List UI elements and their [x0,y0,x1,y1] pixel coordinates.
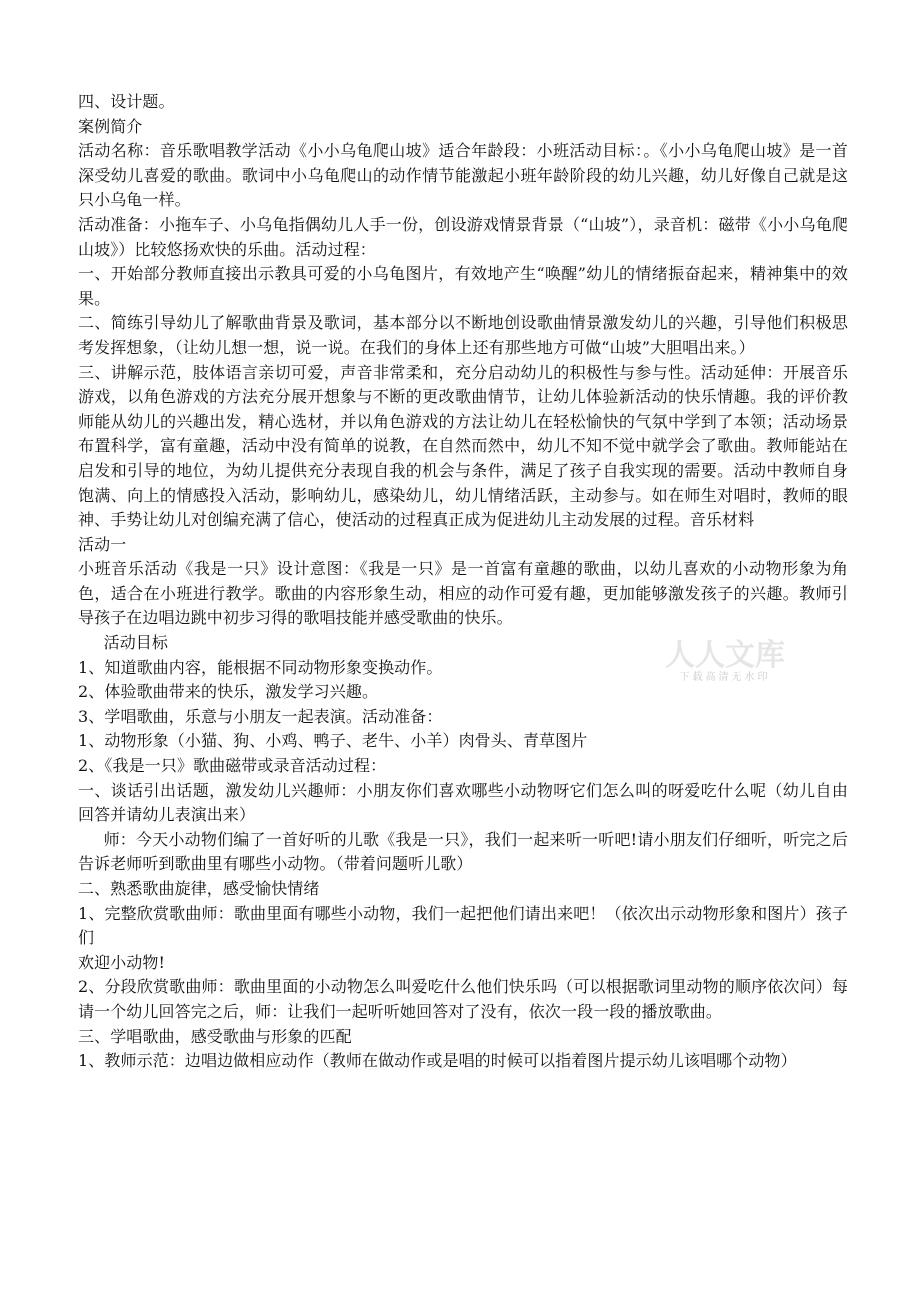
subheading: 活动一 [78,534,127,554]
document-body [78,90,848,1074]
subheading: 三、学唱歌曲，感受歌曲与形象的匹配 [78,1026,352,1046]
paragraph: 二、简练引导幼儿了解歌曲背景及歌词，基本部分以不断地创设歌曲情景激发幼儿的兴趣，引导他们积极思考发挥想象，（让幼儿想一想，说一说。在我们的身体上还有那些地方可做“山坡”大胆唱出来。） [78,313,848,357]
paragraph: 欢迎小动物! [78,952,166,972]
list-item: 1、知道歌曲内容，能根据不同动物形象变换动作。 [78,657,443,677]
list-item: 2、《我是一只》歌曲磁带或录音活动过程： [78,756,387,776]
list-item: 1、动物形象（小猫、狗、小鸡、鸭子、老牛、小羊）肉骨头、青草图片 [78,731,588,751]
paragraph: 一、谈话引出话题，激发幼儿兴趣师：小朋友你们喜欢哪些小动物呀它们怎么叫的呀爱吃什么呢（幼儿自由回答并请幼儿表演出来） [78,780,848,825]
paragraph: 小班音乐活动《我是一只》设计意图：《我是一只》是一首富有童趣的歌曲，以幼儿喜欢的小动物形象为角色，适合在小班进行教学。歌曲的内容形象生动，相应的动作可爱有趣，更加能够激发孩子的兴趣。教师引导孩子在边唱边跳中初步习得的歌唱技能并感受歌曲的快乐。 [78,559,848,628]
subheading: 二、熟悉歌曲旋律，感受愉快情绪 [78,879,320,898]
paragraph: 活动名称：音乐歌唱教学活动《小小乌龟爬山坡》适合年龄段：小班活动目标：。《小小乌龟爬山坡》是一首深受幼儿喜爱的歌曲。歌词中小乌龟爬山的动作情节能激起小班年龄阶段的幼儿兴趣，幼儿好像自己就是这只小乌龟一样。 [78,141,848,210]
paragraph: 三、讲解示范，肢体语言亲切可爱，声音非常柔和，充分启动幼儿的积极性与参与性。活动延伸：开展音乐游戏，以角色游戏的方法充分展开想象与不断的更改歌曲情节，让幼儿体验新活动的快乐情趣。我的评价教师能从幼儿的兴趣出发，精心选材，并以角色游戏的方法让幼儿在轻松愉快的气氛中学到了本领；活动场景布置科学，富有童趣，活动中没有简单的说教，在自然而然中，幼儿不知不觉中就学会了歌曲。教师能站在启发和引导的地位，为幼儿提供充分表现自我的机会与条件，满足了孩子自我实现的需要。活动中教师自身饱满、向上的情感投入活动，影响幼儿，感染幼儿，幼儿情绪活跃，主动参与。如在师生对唱时，教师的眼神、手势让幼儿对创编充满了信心，使活动的过程真正成为促进幼儿主动发展的过程。音乐材料 [78,362,848,530]
list-item: 3、学唱歌曲，乐意与小朋友一起表演。活动准备： [78,706,443,726]
paragraph: 1、教师示范：边唱边做相应动作（教师在做动作或是唱的时候可以指着图片提示幼儿该唱哪个动物） [78,1051,797,1071]
paragraph: 师：今天小动物们编了一首好听的儿歌《我是一只》，我们一起来听一听吧!请小朋友们仔细听，听完之后告诉老师听到歌曲里有哪些小动物。（带着问题听儿歌） [78,829,848,874]
paragraph: 1、完整欣赏歌曲师：歌曲里面有哪些小动物，我们一起把他们请出来吧！（依次出示动物形象和图片）孩子们 [78,903,848,948]
watermark-caption: 下载高清无水印 [679,672,771,683]
section-heading: 四、设计题。 [78,92,175,111]
subheading: 案例简介 [78,116,143,136]
paragraph: 活动准备：小拖车子、小乌龟指偶幼儿人手一份，创设游戏情景背景（“山坡”），录音机：磁带《小小乌龟爬山坡》）比较悠扬欢快的乐曲。活动过程： [78,214,848,259]
list-item: 2、体验歌曲带来的快乐，激发学习兴趣。 [78,682,379,702]
watermark-logo: 人人文库 [665,638,785,673]
paragraph: 2、分段欣赏歌曲师：歌曲里面的小动物怎么叫爱吃什么他们快乐吗（可以根据歌词里动物的顺序依次问）每请一个幼儿回答完之后，师：让我们一起听听她回答对了没有，依次一段一段的播放歌曲。 [78,977,848,1021]
paragraph: 一、开始部分教师直接出示教具可爱的小乌龟图片，有效地产生“唤醒”幼儿的情绪振奋起来，精神集中的效果。 [78,264,848,308]
subheading: 活动目标 [103,633,168,653]
